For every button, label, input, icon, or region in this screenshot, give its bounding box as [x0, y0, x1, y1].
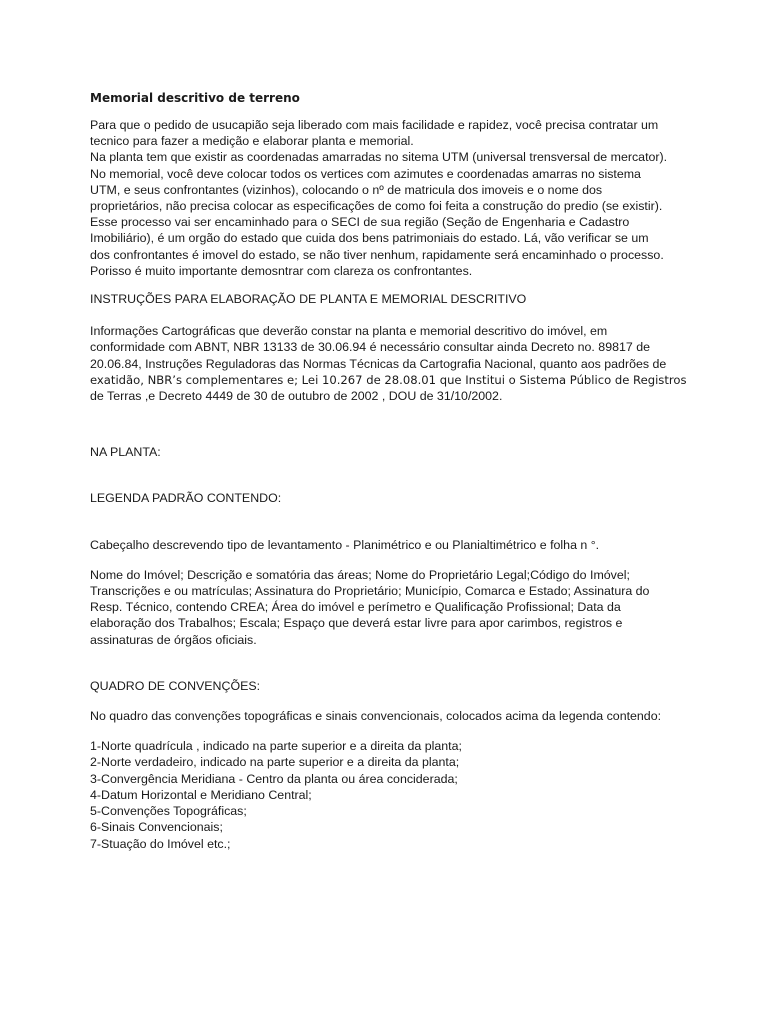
list-item: 5-Convenções Topográficas; [90, 804, 247, 819]
text-line: dos confrontantes é imovel do estado, se não tiver nenhum, rapidamente será encaminhado o processo. [90, 247, 664, 262]
cabecalho-line: Cabeçalho descrevendo tipo de levantamento - Planimétrico e ou Planialtimétrico e folha n °. [90, 537, 600, 552]
text-line: Imobiliário), é um orgão do estado que cuida dos bens patrimoniais do estado. Lá, vão verificar se um [90, 231, 649, 246]
text-line: Esse processo vai ser encaminhado para o SECI de sua região (Seção de Engenharia e Cadastro [90, 215, 630, 230]
document-title: Memorial descritivo de terreno [90, 91, 300, 105]
quadro-intro: No quadro das convenções topográficas e sinais convencionais, colocados acima da legenda contendo: [90, 709, 662, 724]
list-item: 1-Norte quadrícula , indicado na parte superior e a direita da planta; [90, 739, 462, 754]
text-line: No memorial, você deve colocar todos os vertices com azimutes e coordenadas amarras no sistema [90, 166, 641, 181]
text-line: conformidade com ABNT, NBR 13133 de 30.06.94 é necessário consultar ainda Decreto no. 89817 de [90, 340, 650, 355]
text-line: tecnico para fazer a medição e elaborar planta e memorial. [90, 134, 414, 149]
document-page [90, 90, 687, 852]
info-paragraph [90, 323, 687, 404]
text-line: Para que o pedido de usucapião seja liberado com mais facilidade e rapidez, você precisa contratar um [90, 118, 659, 132]
text-line: Resp. Técnico, contendo CREA; Área do imóvel e perímetro e Qualificação Profissional; Data da [90, 600, 621, 615]
text-line: Transcrições e ou matrículas; Assinatura do Proprietário; Município, Comarca e Estado; Assinatura do [90, 584, 650, 599]
quadro-heading: QUADRO DE CONVENÇÕES: [90, 678, 261, 693]
instructions-heading: INSTRUÇÕES PARA ELABORAÇÃO DE PLANTA E MEMORIAL DESCRITIVO [90, 292, 527, 307]
text-line: proprietários, não precisa colocar as especificações de como foi feita a construção do predio (se existir). [90, 199, 663, 214]
na-planta-heading: NA PLANTA: [90, 445, 161, 460]
list-item: 3-Convergência Meridiana - Centro da planta ou área conciderada; [90, 771, 458, 786]
list-item: 7-Stuação do Imóvel etc.; [90, 836, 231, 851]
text-line: 20.06.84, Instruções Reguladoras das Normas Técnicas da Cartografia Nacional, quanto aos padrões de [90, 356, 667, 371]
text-line: assinaturas de órgãos oficiais. [90, 632, 257, 647]
text-line: de Terras ,e Decreto 4449 de 30 de outubro de 2002 , DOU de 31/10/2002. [90, 389, 503, 404]
intro-paragraph [90, 117, 680, 279]
conventions-list [90, 738, 680, 851]
nome-paragraph [90, 567, 680, 648]
text-line: elaboração dos Trabalhos; Escala; Espaço que deverá estar livre para apor carimbos, registros e [90, 616, 623, 631]
text-line: Informações Cartográficas que deverão constar na planta e memorial descritivo do imóvel, em [90, 324, 608, 339]
list-item: 2-Norte verdadeiro, indicado na parte superior e a direita da planta; [90, 755, 460, 770]
text-line: UTM, e seus confrontantes (vizinhos), colocando o nº de matricula dos imoveis e o nome dos [90, 182, 603, 197]
list-item: 4-Datum Horizontal e Meridiano Central; [90, 787, 312, 802]
text-line: Porisso é muito importante demosntrar com clareza os confrontantes. [90, 263, 473, 278]
text-line: exatidão, NBR’s complementares e; Lei 10.267 de 28.08.01 que Institui o Sistema Público de Registros [90, 372, 687, 387]
text-line: Nome do Imóvel; Descrição e somatória das áreas; Nome do Proprietário Legal;Código do Imóvel; [90, 567, 630, 582]
legenda-heading: LEGENDA PADRÃO CONTENDO: [90, 491, 282, 506]
list-item: 6-Sinais Convencionais; [90, 820, 223, 835]
text-line: Na planta tem que existir as coordenadas amarradas no sitema UTM (universal trensversal de mercator). [90, 150, 668, 165]
